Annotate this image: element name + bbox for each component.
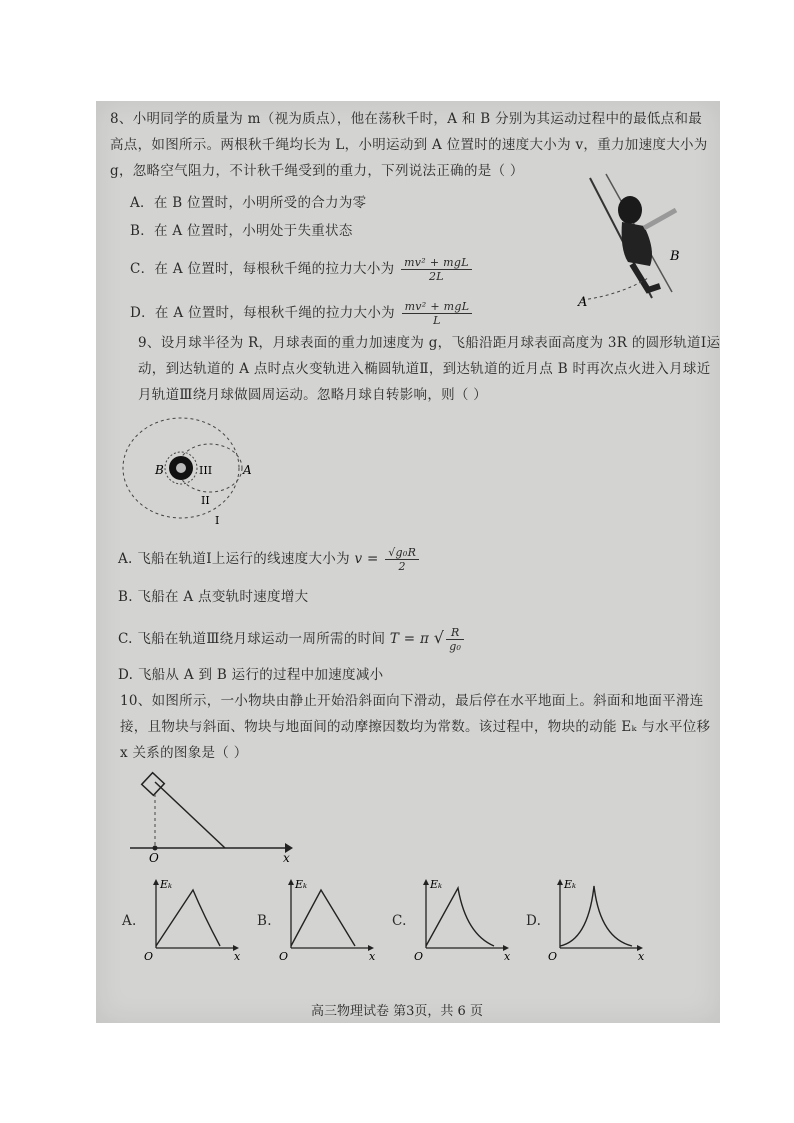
q9-option-a-denominator: 2 [398, 560, 406, 573]
q9-option-a-fraction [385, 546, 419, 573]
orbit-label-ii: II [201, 494, 210, 507]
graph-origin-label: O [144, 950, 154, 963]
page-footer: 高三物理试卷 第3页，共 6 页 [311, 1004, 483, 1019]
q8-line-3: g，忽略空气阻力，不计秋千绳受到的重力，下列说法正确的是（ ） [110, 163, 524, 179]
q8-line-1: 8、小明同学的质量为 m（视为质点），他在荡秋千时，A 和 B 分别为其运动过程中的最低点和最 [110, 111, 703, 127]
orbit-label-i: I [215, 514, 220, 527]
q8-option-c-text: C．在 A 位置时，每根秋千绳的拉力大小为 [130, 261, 395, 277]
graph-curve [156, 890, 220, 946]
q8-option-d-text: D．在 A 位置时，每根秋千绳的拉力大小为 [130, 305, 395, 321]
graph-x-label: x [369, 950, 376, 963]
q9-option-c-fraction [446, 626, 464, 653]
swing-figure [570, 170, 720, 320]
graph-option-label-1: B. [257, 913, 272, 929]
orbit-figure [115, 412, 275, 532]
q8-option-c [130, 256, 472, 283]
graph-option-label-3: D. [526, 913, 542, 929]
q9-option-b: B. 飞船在 A 点变轨时速度增大 [118, 589, 309, 605]
graph-x-label: x [638, 950, 645, 963]
ek-x-graph-2 [408, 876, 518, 966]
q9-option-d: D. 飞船从 A 到 B 运行的过程中加速度减小 [118, 667, 384, 683]
person-head-icon [618, 196, 642, 224]
q10-line-2: 接，且物块与斜面、物块与地面间的动摩擦因数均为常数。该过程中，物块的动能 Eₖ 与水平位移 [120, 719, 711, 735]
graph-curve [291, 890, 355, 946]
graph-x-label: x [504, 950, 511, 963]
q9-option-a [118, 546, 419, 573]
graph-curve [560, 886, 632, 946]
q10-line-3: x 关系的图象是（ ） [120, 745, 248, 761]
q8-option-d [130, 300, 472, 327]
graph-y-arrow-icon [423, 879, 429, 885]
q10-line-1: 10、如图所示，一小物块由静止开始沿斜面向下滑动，最后停在水平地面上。斜面和地面平滑连 [120, 693, 704, 709]
graph-origin-label: O [279, 950, 289, 963]
q9-option-a-numerator: √g₀R [385, 546, 419, 560]
origin-dot [153, 846, 158, 851]
q9-option-c-numerator: R [446, 626, 464, 640]
q8-option-c-numerator: mv² + mgL [401, 256, 472, 270]
q9-option-c [118, 626, 464, 653]
q8-option-d-fraction [402, 300, 473, 327]
q8-option-d-denominator: L [433, 314, 441, 327]
incline-figure [125, 770, 305, 865]
orbit-label-b: B [155, 463, 164, 477]
graph-option-label-2: C. [392, 913, 407, 929]
incline-surface [155, 782, 225, 848]
orbit-label-a: A [243, 463, 252, 477]
graph-curve [426, 888, 494, 946]
q9-line-3: 月轨道Ⅲ绕月球做圆周运动。忽略月球自转影响，则（ ） [138, 387, 488, 403]
q9-option-a-v: v = [354, 551, 379, 567]
graph-y-arrow-icon [557, 879, 563, 885]
graph-y-arrow-icon [288, 879, 294, 885]
graph-y-label: Eₖ [295, 878, 308, 891]
q8-line-2: 高点，如图所示。两根秋千绳均长为 L，小明运动到 A 位置时的速度大小为 v，重力加速度大小为 [110, 137, 708, 153]
person-scarf-icon [644, 210, 676, 228]
ek-x-graph-1 [273, 876, 383, 966]
graph-y-label: Eₖ [430, 878, 443, 891]
swing-path-dashed [582, 278, 648, 300]
q9-option-a-text: A. 飞船在轨道Ⅰ上运行的线速度大小为 [118, 551, 350, 567]
ek-x-graph-0 [138, 876, 248, 966]
q9-line-2: 动，到达轨道的 A 点时点火变轨进入椭圆轨道Ⅱ，到达轨道的近月点 B 时再次点火进入月球近 [138, 361, 711, 377]
graph-y-label: Eₖ [564, 878, 577, 891]
q9-option-c-denominator: g₀ [449, 640, 462, 653]
orbit-label-iii: III [199, 464, 213, 477]
q9-option-c-text: C. 飞船在轨道Ⅲ绕月球运动一周所需的时间 [118, 631, 386, 647]
q8-option-c-denominator: 2L [428, 270, 444, 283]
ek-x-graph-3 [542, 876, 652, 966]
q8-option-d-numerator: mv² + mgL [402, 300, 473, 314]
swing-label-b: B [670, 249, 680, 264]
graph-y-arrow-icon [153, 879, 159, 885]
graph-y-label: Eₖ [160, 878, 173, 891]
incline-label-x: x [283, 851, 290, 865]
incline-label-o: O [149, 851, 159, 865]
graph-option-label-0: A. [122, 913, 137, 929]
graph-origin-label: O [414, 950, 424, 963]
q9-option-c-t: T = π [389, 631, 430, 647]
q8-option-c-fraction [401, 256, 472, 283]
person-legs-icon [632, 264, 660, 290]
graph-origin-label: O [548, 950, 558, 963]
q8-option-b: B．在 A 位置时，小明处于失重状态 [130, 223, 353, 239]
moon-core-icon [176, 463, 186, 473]
block-icon [142, 773, 165, 796]
graph-x-label: x [234, 950, 241, 963]
swing-label-a: A [578, 295, 588, 310]
q8-option-a: A．在 B 位置时，小明所受的合力为零 [130, 195, 367, 211]
sqrt-icon: √ [433, 628, 445, 647]
q9-line-1: 9、设月球半径为 R，月球表面的重力加速度为 g，飞船沿距月球表面高度为 3R 的圆形轨道Ⅰ运 [138, 335, 721, 351]
